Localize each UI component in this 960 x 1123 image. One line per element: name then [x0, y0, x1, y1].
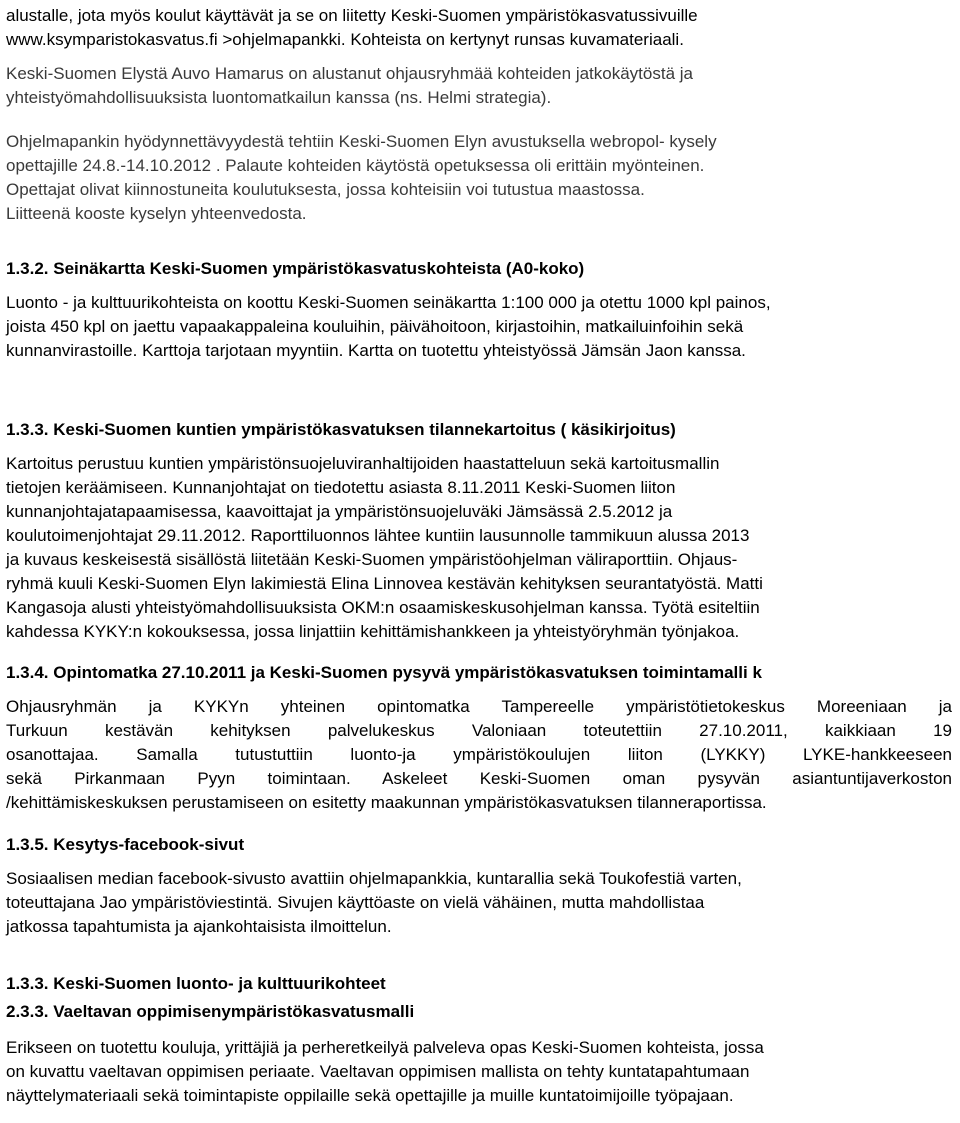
section-heading: 1.3.3. Keski-Suomen kuntien ympäristökasvatuksen tilannekartoitus ( käsikirjoitus) [6, 420, 676, 439]
section-heading: 1.3.2. Seinäkartta Keski-Suomen ympäristökasvatuskohteista (A0-koko) [6, 259, 585, 278]
section-kohteet [6, 972, 386, 996]
section-heading: 1.3.5. Kesytys-facebook-sivut [6, 835, 245, 854]
text-line: Luonto - ja kulttuurikohteista on koottu Keski-Suomen seinäkartta 1:100 000 ja otettu 1000 kpl painos, [6, 293, 771, 312]
text-line: yhteistyömahdollisuuksista luontomatkailun kanssa (ns. Helmi strategia). [6, 88, 552, 107]
text-line: on kuvattu vaeltavan oppimisen periaate. Vaeltavan oppimisen mallista on tehty kuntatapahtumaan [6, 1062, 750, 1081]
section-body [6, 452, 763, 644]
section-seinakartta [6, 257, 771, 363]
section-tilannekartoitus [6, 418, 763, 644]
text-line: kunnanjohtajatapaamisessa, kaavoittajat ja ympäristönsuojeluväki Jämsässä 2.5.2012 ja [6, 502, 673, 521]
text-line: Ohjelmapankin hyödynnettävyydestä tehtiin Keski-Suomen Elyn avustuksella webropol- kysely [6, 132, 717, 151]
text-line: tietojen keräämiseen. Kunnanjohtajat on tiedotettu asiasta 8.11.2011 Keski-Suomen liiton [6, 478, 676, 497]
text-line: jatkossa tapahtumista ja ajankohtaisista ilmoittelun. [6, 917, 392, 936]
intro-paragraph-1 [6, 4, 698, 52]
section-heading: 2.3.3. Vaeltavan oppimisenympäristökasvatusmalli [6, 1002, 415, 1021]
text-line: Kartoitus perustuu kuntien ympäristönsuojeluviranhaltijoiden haastatteluun sekä kartoitusmallin [6, 454, 720, 473]
section-opintomatka [6, 661, 952, 815]
text-line: Opettajat olivat kiinnostuneita koulutuksesta, jossa kohteisiin voi tutustua maastossa. [6, 180, 645, 199]
text-line: kahdessa KYKY:n kokouksessa, jossa linjattiin kehittämishankkeen ja yhteistyöryhmän työnjakoa. [6, 622, 740, 641]
text-line: Liitteenä kooste kyselyn yhteenvedosta. [6, 204, 307, 223]
section-body [6, 291, 771, 363]
text-line: Sosiaalisen median facebook-sivusto avattiin ohjelmapankkia, kuntarallia sekä Toukofestiä varten, [6, 869, 742, 888]
section-heading: 1.3.3. Keski-Suomen luonto- ja kulttuurikohteet [6, 974, 386, 993]
text-line: ryhmä kuuli Keski-Suomen Elyn lakimiestä Elina Linnovea kestävän kehityksen seurantatyöstä. Matti [6, 574, 763, 593]
text-line: Erikseen on tuotettu kouluja, yrittäjiä ja perheretkeilyä palveleva opas Keski-Suomen kohteista, jossa [6, 1038, 764, 1057]
text-line: osanottajaa. Samalla tutustuttiin luonto-ja ympäristökoulujen liiton (LYKKY) LYKE-hankkeeseen [6, 745, 952, 764]
text-line: näyttelymateriaali sekä toimintapiste oppilaille sekä opettajille ja muille kuntatoimijoille työpajaan. [6, 1086, 734, 1105]
section-body [6, 867, 742, 939]
text-line: opettajille 24.8.-14.10.2012 . Palaute kohteiden käytöstä opetuksessa oli erittäin myönteinen. [6, 156, 705, 175]
text-line: Keski-Suomen Elystä Auvo Hamarus on alustanut ohjausryhmää kohteiden jatkokäytöstä ja [6, 64, 693, 83]
text-line: koulutoimenjohtajat 29.11.2012. Raporttiluonnos lähtee kuntiin lausunnolle tammikuun alussa 2013 [6, 526, 750, 545]
intro-paragraph-2 [6, 62, 693, 110]
section-heading: 1.3.4. Opintomatka 27.10.2011 ja Keski-Suomen pysyvä ympäristökasvatuksen toimintamalli k [6, 663, 762, 682]
text-line: joista 450 kpl on jaettu vapaakappaleina kouluihin, päivähoitoon, kirjastoihin, matkailuinfoihin sekä [6, 317, 744, 336]
section-body [6, 1036, 764, 1108]
text-line: kunnanvirastoille. Karttoja tarjotaan myyntiin. Kartta on tuotettu yhteistyössä Jämsän Jaon kanssa. [6, 341, 746, 360]
text-line: toteuttajana Jao ympäristöviestintä. Sivujen käyttöaste on vielä vähäinen, mutta mahdollistaa [6, 893, 705, 912]
section-vaeltava [6, 1000, 764, 1108]
text-line: Turkuun kestävän kehityksen palvelukeskus Valoniaan toteutettiin 27.10.2011, kaikkiaan 19 [6, 721, 952, 740]
text-line: alustalle, jota myös koulut käyttävät ja se on liitetty Keski-Suomen ympäristökasvatussivuille [6, 6, 698, 25]
text-line: sekä Pirkanmaan Pyyn toimintaan. Askeleet Keski-Suomen oman pysyvän asiantuntijaverkoston [6, 769, 952, 788]
text-line: www.ksymparistokasvatus.fi >ohjelmapankki. Kohteista on kertynyt runsas kuvamateriaali. [6, 30, 684, 49]
section-body [6, 695, 952, 815]
intro-paragraph-3 [6, 130, 717, 226]
section-facebook [6, 833, 742, 939]
text-line: Kangasoja alusti yhteistyömahdollisuuksista OKM:n osaamiskeskusohjelman kanssa. Työtä esiteltiin [6, 598, 760, 617]
text-line: /kehittämiskeskuksen perustamiseen on esitetty maakunnan ympäristökasvatuksen tilanneraportissa. [6, 793, 767, 812]
text-line: Ohjausryhmän ja KYKYn yhteinen opintomatka Tampereelle ympäristötietokeskus Moreeniaan ja [6, 697, 952, 716]
text-line: ja kuvaus keskeisestä sisällöstä liitetään Keski-Suomen ympäristöohjelman väliraporttiin. Ohjaus- [6, 550, 738, 569]
